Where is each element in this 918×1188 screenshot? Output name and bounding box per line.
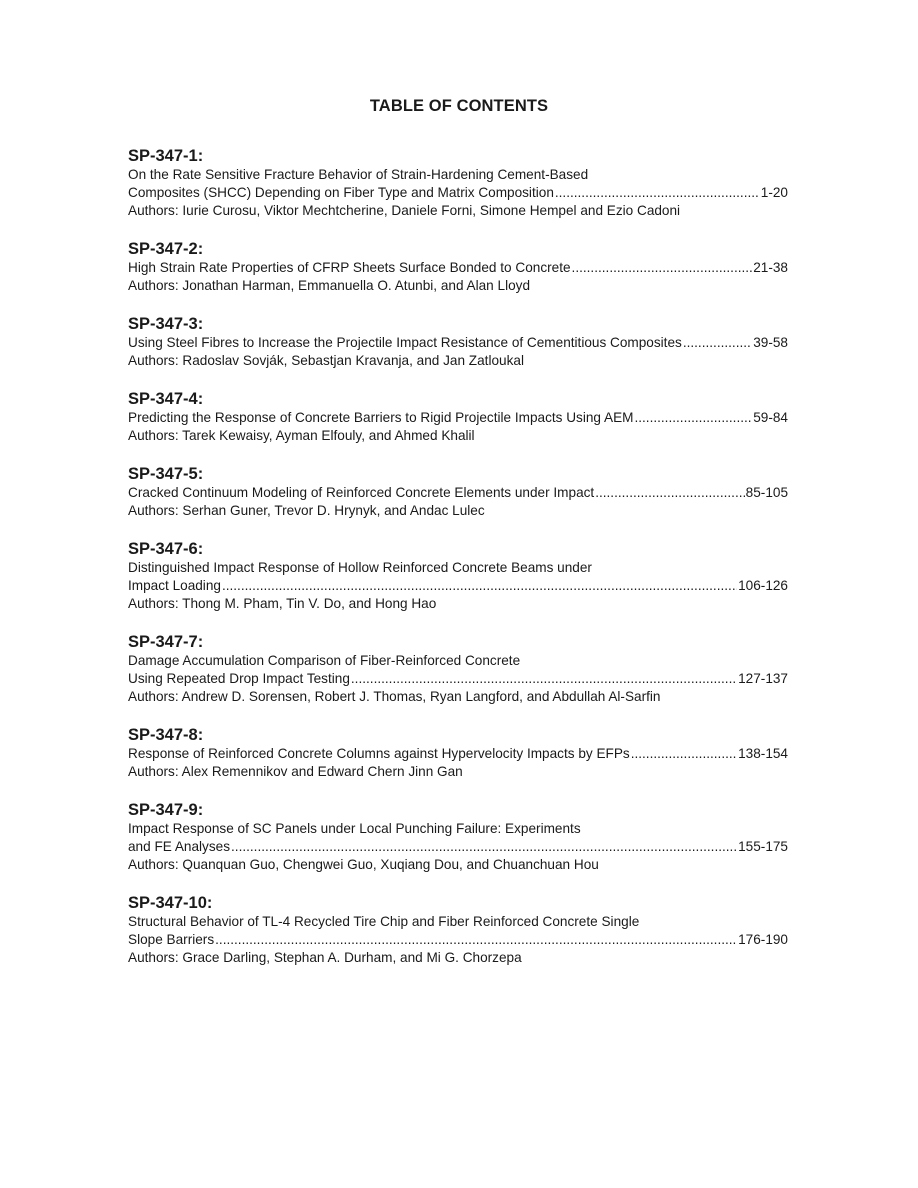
entry-id: SP-347-5: (128, 465, 204, 483)
entry-title: Using Steel Fibres to Increase the Projectile Impact Resistance of Cementitious Composites (128, 335, 682, 350)
entry-title-row (128, 184, 788, 202)
entry-id: SP-347-7: (128, 633, 204, 651)
entry-title: Response of Reinforced Concrete Columns against Hypervelocity Impacts by EFPs (128, 746, 630, 761)
toc-entry-8 (128, 725, 788, 781)
entry-title-line: On the Rate Sensitive Fracture Behavior of Strain-Hardening Cement-Based (128, 167, 589, 182)
toc-entry-4 (128, 389, 788, 445)
entry-title-row (128, 838, 788, 856)
page-range: 106-126 (738, 578, 788, 593)
page-range: 155-175 (738, 839, 788, 854)
toc-entry-5 (128, 464, 788, 520)
entry-authors: Authors: Jonathan Harman, Emmanuella O. Atunbi, and Alan Lloyd (128, 278, 531, 293)
page-range: 21-38 (753, 260, 788, 275)
dot-leader (351, 670, 737, 688)
entry-authors: Authors: Iurie Curosu, Viktor Mechtcherine, Daniele Forni, Simone Hempel and Ezio Cadoni (128, 203, 681, 218)
entry-title-line: Damage Accumulation Comparison of Fiber-Reinforced Concrete (128, 653, 521, 668)
page-range: 85-105 (745, 485, 788, 500)
entry-id: SP-347-2: (128, 240, 204, 258)
page-range: 176-190 (738, 932, 788, 947)
entry-title: Slope Barriers (128, 932, 215, 947)
page-range: 138-154 (738, 746, 788, 761)
dot-leader (555, 184, 760, 202)
entry-id: SP-347-10: (128, 894, 213, 912)
entry-title: Using Repeated Drop Impact Testing (128, 671, 350, 686)
entry-title: Predicting the Response of Concrete Barriers to Rigid Projectile Impacts Using AEM (128, 410, 634, 425)
entry-title-row (128, 577, 788, 595)
entry-title-line: Structural Behavior of TL-4 Recycled Tire Chip and Fiber Reinforced Concrete Single (128, 914, 640, 929)
entry-authors: Authors: Radoslav Sovják, Sebastjan Kravanja, and Jan Zatloukal (128, 353, 524, 368)
entry-id: SP-347-4: (128, 390, 204, 408)
entry-authors: Authors: Tarek Kewaisy, Ayman Elfouly, and Ahmed Khalil (128, 428, 475, 443)
entry-title: Composites (SHCC) Depending on Fiber Type and Matrix Composition (128, 185, 554, 200)
toc-entry-9 (128, 800, 788, 874)
entry-title-row (128, 334, 788, 352)
entry-title-row (128, 259, 788, 277)
entry-title: High Strain Rate Properties of CFRP Sheets Surface Bonded to Concrete (128, 260, 571, 275)
toc-entry-2 (128, 239, 788, 295)
dot-leader (634, 409, 752, 427)
entry-id: SP-347-6: (128, 540, 204, 558)
page-range: 59-84 (753, 410, 788, 425)
entry-authors: Authors: Quanquan Guo, Chengwei Guo, Xuqiang Dou, and Chuanchuan Hou (128, 857, 599, 872)
page-title: TABLE OF CONTENTS (369, 97, 549, 115)
entry-authors: Authors: Grace Darling, Stephan A. Durham, and Mi G. Chorzepa (128, 950, 522, 965)
dot-leader (215, 931, 737, 949)
entry-title: and FE Analyses (128, 839, 231, 854)
page-range: 1-20 (760, 185, 788, 200)
toc-entry-3 (128, 314, 788, 370)
toc-entry-6 (128, 539, 788, 613)
dot-leader (231, 838, 737, 856)
toc-entry-7 (128, 632, 788, 706)
entry-title-line: Distinguished Impact Response of Hollow Reinforced Concrete Beams under (128, 560, 592, 575)
page-range: 39-58 (753, 335, 788, 350)
entry-id: SP-347-9: (128, 801, 204, 819)
dot-leader (631, 745, 737, 763)
entry-id: SP-347-1: (128, 147, 204, 165)
dot-leader (595, 484, 744, 502)
entry-title-row (128, 670, 788, 688)
table-of-contents (128, 146, 788, 986)
entry-id: SP-347-3: (128, 315, 204, 333)
entry-title-row (128, 484, 788, 502)
entry-id: SP-347-8: (128, 726, 204, 744)
entry-authors: Authors: Alex Remennikov and Edward Chern Jinn Gan (128, 764, 463, 779)
toc-entry-1 (128, 146, 788, 220)
entry-title-row (128, 745, 788, 763)
page-range: 127-137 (738, 671, 788, 686)
entry-title-row (128, 931, 788, 949)
dot-leader (572, 259, 753, 277)
entry-title: Cracked Continuum Modeling of Reinforced Concrete Elements under Impact (128, 485, 595, 500)
entry-title: Impact Loading (128, 578, 221, 593)
entry-authors: Authors: Thong M. Pham, Tin V. Do, and Hong Hao (128, 596, 437, 611)
toc-entry-10 (128, 893, 788, 967)
dot-leader (683, 334, 752, 352)
entry-title-line: Impact Response of SC Panels under Local Punching Failure: Experiments (128, 821, 581, 836)
entry-title-row (128, 409, 788, 427)
entry-authors: Authors: Serhan Guner, Trevor D. Hrynyk, and Andac Lulec (128, 503, 485, 518)
entry-authors: Authors: Andrew D. Sorensen, Robert J. Thomas, Ryan Langford, and Abdullah Al-Sarfin (128, 689, 661, 704)
dot-leader (222, 577, 737, 595)
